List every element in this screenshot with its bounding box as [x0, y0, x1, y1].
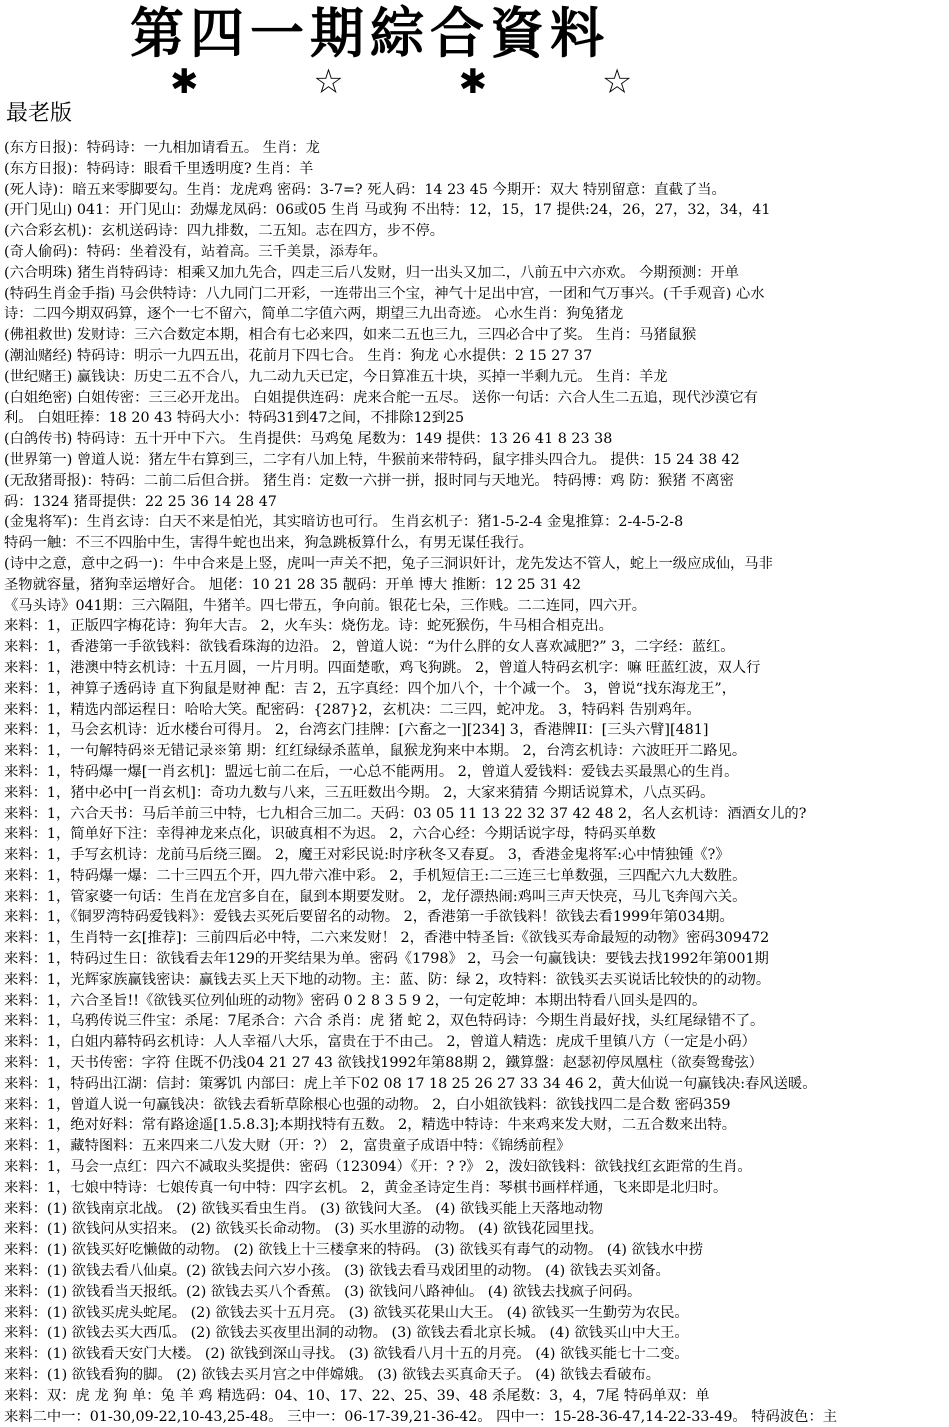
text-line: (奇人偷码)：特码：坐着没有，站着高。三千美景，添寿年。 [4, 243, 387, 260]
text-line: (世纪赌王) 赢钱诀：历史二五不合八，九二动九天已定，今日算准五十块，买掉一半剩九元。 生肖：羊龙 [4, 368, 668, 385]
text-line: 来料：1，乌鸦传说三件宝：杀尾：7尾杀合：六合 杀肖：虎 猪 蛇 2，双色特码诗：今期生肖最好找，头红尾绿错不了。 [4, 1013, 765, 1030]
text-line: (东方日报)：特码诗：一九相加请看五。 生肖：龙 [4, 140, 320, 156]
text-line: (佛祖救世) 发财诗：三六合数定本期，相合有七必来四，如来二五也三九，三四必合中了奖。 生肖：马猪鼠猴 [4, 327, 697, 344]
text-line: 来料：1，马会玄机诗：近水楼台可得月。 2，台湾玄门挂牌：[六畜之一][234] 3，香港牌II：[三头六臂][481] [4, 722, 709, 739]
text-line: 来料：1，白姐内幕特码玄机诗：人人幸福八大乐，富贵在于不由己。 2，曾道人精选：虎成千里镇八方（一定是小码） [4, 1034, 756, 1051]
text-line: 来料：1，正版四字梅花诗：狗年大吉。 2，火车头：烧伤龙。诗：蛇死猴伤，牛马相合相克出。 [4, 618, 613, 635]
text-line: (六合彩玄机)：玄机送码诗：四九排数，二五知。志在四方，步不停。 [4, 223, 445, 240]
text-line: 来料：1，精选内部运程日：哈哈大笑。配密码：{287}2，玄机决：二三四，蛇冲龙。 3，特码料 告别鸡年。 [4, 701, 701, 718]
text-line: (金鬼将军)：生肖玄诗：白天不来是怕光，其实暗访也可行。 生肖玄机子：猪1-5-2-4 金鬼推算：2-4-5-2-8 [4, 514, 684, 531]
text-line: (东方日报)：特码诗：眼看千里透明度? 生肖：羊 [4, 160, 314, 177]
text-line: (开门见山) 041：开门见山：劲爆龙凤码：06或05 生肖 马或狗 不出特：12，15，17 提供:24，26，27，32，34，41 [4, 202, 771, 219]
text-line: 来料：1，七娘中特诗：七娘传真一句中特：四字玄机。 2，黄金圣诗定生肖：琴棋书画样样通，飞来即是北归时。 [4, 1179, 728, 1196]
text-line: 来料：1，管家婆一句话：生肖在龙宫多自在，鼠到本期要发财。 2，龙仔漂热闹:鸡叫三声天快亮，马儿飞奔闯六关。 [4, 888, 747, 905]
text-line: 来料：1，神算子透码诗 直下狗鼠是财神 配：吉 2，五字真经：四个加八个，十个减一个。 3，曾说“找东海龙王”， [4, 680, 737, 697]
text-line: 来料：1，手写玄机诗：龙前马后绕三圈。 2，魔王对彩民说:时序秋冬又春夏。 3，香港金鬼将军:心中情独锺《?》 [4, 847, 730, 864]
text-line: 来料：(1) 欲钱看狗的脚。 (2) 欲钱去买月宫之中伴嫦娥。 (3) 欲钱去买真命天子。 (4) 欲钱去看破布。 [4, 1367, 661, 1384]
text-line: (诗中之意，意中之码一)：牛中合来是上竖，虎叫一声关不把，兔子三洞识奸计，龙先发达不管人，蛇上一级应成仙，马非 [4, 555, 773, 572]
text-line: (白姐绝密) 白姐传密：三三必开龙出。 白姐提供连码：虎来合舵一五尽。 送你一句话：六合人生二五追，现代沙漠它有 [4, 389, 758, 406]
text-line: 来料：1，绝对好料：常有路途遥[1.5.8.3];本期找特有五数。 2，精选中特诗：牛来鸡来发大财，二五合数来出特。 [4, 1117, 737, 1134]
text-line: 来料：1，天书传密：字符 住既不仍浅04 21 27 43 欲钱找1992年第88期 2，鐵算盤：赵瑟初停凤凰柱（欲奏鸳鸯弦） [4, 1055, 763, 1072]
text-line: 来料：1，香港第一手欲钱料：欲钱看珠海的边沿。 2，曾道人说：“为什么胖的女人喜欢减肥?” 3，二字经：蓝红。 [4, 639, 735, 656]
text-line: 来料：1，简单好下注：幸得神龙来点化，识破真相不为迟。 2，六合心经：今期话说字母，特码买单数 [4, 826, 656, 843]
text-line: 来料：1，生肖特一玄[推荐]：三前四后必中特，二六来发财！ 2，香港中特圣旨:《欲钱买寿命最短的动物》密码309472 [4, 930, 770, 947]
text-line: 来料二中一：01-30,09-22,10-43,25-48。 三中一：06-17-39,21-36-42。 四中一：15-28-36-47,14-22-33-49。 特码波色：主 [4, 1408, 838, 1425]
text-line: 来料：(1) 欲钱买虎头蛇尾。 (2) 欲钱去买十五月亮。 (3) 欲钱买花果山大王。 (4) 欲钱买一生勤劳为农民。 [4, 1304, 689, 1321]
text-line: 利。 白姐旺捧：18 20 43 特码大小：特码31到47之间，不排除12到25 [4, 410, 465, 427]
text-line: 来料：(1) 欲钱看当天报纸。(2) 欲钱去买八个香蕉。 (3) 欲钱问八路神仙。 (4) 欲钱去找疯子问码。 [4, 1283, 642, 1300]
document-body [4, 138, 945, 1427]
text-line: (无敌猪哥报)：特码：二前二后但合拼。 猪生肖：定数一六拼一拼，报时同与天地光。 特码博：鸡 防：猴猪 不离密 [4, 472, 734, 489]
page-title: 第四一期綜合資料 [130, 2, 610, 65]
text-line: 来料：1，六合天书：马后羊前三中特，七九相合三加二。天码：03 05 11 13 22 32 37 42 48 2，名人玄机诗：酒酒女儿的? [4, 805, 807, 822]
text-line: 来料：1，一句解特码※无错记录※第 期：红红绿绿杀蓝单，鼠猴龙狗来中本期。 2，台湾玄机诗：六波旺开二路见。 [4, 743, 747, 760]
text-line: 来料：(1) 欲钱去买大西瓜。 (2) 欲钱去买夜里出洞的动物。 (3) 欲钱去看北京长城。 (4) 欲钱买山中大王。 [4, 1325, 689, 1342]
text-line: 诗：二四今期双码算，逐个一七不留六，简单二字值六两，期望三九出奇迹。 心水生肖：狗兔猪龙 [4, 306, 624, 323]
text-line: 来料：(1) 欲钱去看八仙桌。(2) 欲钱去问六岁小孩。 (3) 欲钱去看马戏团里的动物。 (4) 欲钱去买刘备。 [4, 1263, 670, 1280]
text-line: 来料：1，六合圣旨!!《欲钱买位列仙班的动物》密码 0 2 8 3 5 9 2，一句定乾坤：本期出特看八回头是四的。 [4, 992, 707, 1009]
text-line: 特码一触：不三不四胎中生，害得牛蛇也出来，狗急跳板算什么，有男无谋任我行。 [4, 535, 533, 552]
text-line: 来料：(1) 欲钱看天安门大楼。 (2) 欲钱到深山寻找。 (3) 欲钱看八月十五的月亮。 (4) 欲钱买能七十二变。 [4, 1346, 689, 1363]
edition-label: 最老版 [6, 101, 73, 126]
text-line: 来料：1，特码过生日：欲钱看去年129的开奖结果为单。密码《1798》 2，马会一句赢钱诀：要钱去找1992年第001期 [4, 951, 769, 968]
star-decoration: ✱ ☆ ✱ ☆ [170, 62, 685, 102]
text-line: 来料：(1) 欲钱南京北战。 (2) 欲钱买看虫生肖。 (3) 欲钱问大圣。 (4) 欲钱买能上天落地动物 [4, 1200, 603, 1217]
text-line: (白鸽传书) 特码诗：五十开中下六。 生肖提供：马鸡兔 尾数为：149 提供：13 26 41 8 23 38 [4, 431, 613, 448]
text-line: (死人诗)：暗五来零脚要勾。生肖：龙虎鸡 密码：3-7=? 死人码：14 23 45 今期开：双大 特别留意：直截了当。 [4, 181, 726, 198]
text-line: 来料：1，光辉家族赢钱密诀：赢钱去买上天下地的动物。主：蓝、防：绿 2，攻特料：欲钱买去买说话比较快的的动物。 [4, 971, 771, 988]
text-line: 圣物就容量，猪狗幸运增好合。 旭佬：10 21 28 35 靓码：开单 博大 推断：12 25 31 42 [4, 576, 581, 593]
text-line: 来料：(1) 欲钱买好吃懒做的动物。 (2) 欲钱上十三楼拿来的特码。 (3) 欲钱买有毒气的动物。 (4) 欲钱水中捞 [4, 1242, 703, 1259]
text-line: 来料：1，藏特图料：五来四来二八发大财（开：?） 2，富贵童子成语中特：《锦绣前程》 [4, 1138, 571, 1155]
text-line: 来料：双：虎 龙 狗 单：兔 羊 鸡 精选码：04、10、17、22、25、39、48 杀尾数：3，4，7尾 特码单双：单 [4, 1387, 710, 1404]
text-line: 来料：1，曾道人说一句赢钱决：欲钱去看斩草除根心也强的动物。 2，白小姐欲钱料：欲钱找四二是合数 密码359 [4, 1096, 731, 1113]
text-line: (六合明珠) 猪生肖特码诗：相乘又加九先合，四走三后八发财，归一出头又加二，八前五中六亦欢。 今期预测：开单 [4, 264, 740, 281]
text-line: (世界第一) 曾道人说：猪左牛右算到三，二字有八加上特，牛猴前来带特码，鼠字排头四合九。 提供：15 24 38 42 [4, 451, 740, 468]
text-line: (特码生肖金手指) 马会供特诗：八九同门二开彩，一连带出三个宝，神气十足出中宫，一团和气万事兴。(千手观音) 心水 [4, 285, 765, 302]
text-line: 来料：1，马会一点红：四六不减取头奖提供：密码（123094）《开：? ?》 2，泼妇欲钱料：欲钱找红玄距常的生肖。 [4, 1159, 752, 1176]
text-line: 来料：1，特码爆一爆[一肖玄机]：盟远七前二在后，一心总不能两用。 2，曾道人爱钱料：爱钱去买最黑心的生肖。 [4, 763, 739, 780]
text-line: 来料：1，特码爆一爆：二十三四五个开，四九带六准中彩。 2，手机短信王:二三连三七单数强，三四配六九大数胜。 [4, 867, 747, 884]
text-line: 来料：1，《铜罗湾特码爱钱料》：爱钱去买死后要留名的动物。 2，香港第一手欲钱料！欲钱去看1999年第034期。 [4, 909, 734, 926]
text-line: 来料：1，猪中必中[一肖玄机]：奇功九数与八来，三五旺数出今期。 2，大家来猜猜 今期话说算术，八点买码。 [4, 784, 715, 801]
text-line: 来料：1，特码出江湖：信封：策雾饥 内部曰：虎上羊下02 08 17 18 25 26 27 33 34 46 2，黄大仙说一句赢钱决:春风送暖。 [4, 1075, 817, 1092]
text-line: 码：1324 猪哥提供：22 25 36 14 28 47 [4, 493, 277, 510]
text-line: 《马头诗》041期：三六隔阻，牛猪羊。四七带五，争向前。银花七朵，三作贱。二二连同，四六开。 [4, 597, 647, 614]
text-line: (潮汕赌经) 特码诗：明示一九四五出，花前月下四七合。 生肖：狗龙 心水提供：2 15 27 37 [4, 347, 593, 364]
text-line: 来料：1，港澳中特玄机诗：十五月圆，一片月明。四面楚歌，鸡飞狗跳。 2，曾道人特码玄机字：嘛 旺蓝红波，双人行 [4, 659, 761, 676]
text-line: 来料：(1) 欲钱问从实招来。 (2) 欲钱买长命动物。 (3) 买水里游的动物。 (4) 欲钱花园里找。 [4, 1221, 603, 1238]
